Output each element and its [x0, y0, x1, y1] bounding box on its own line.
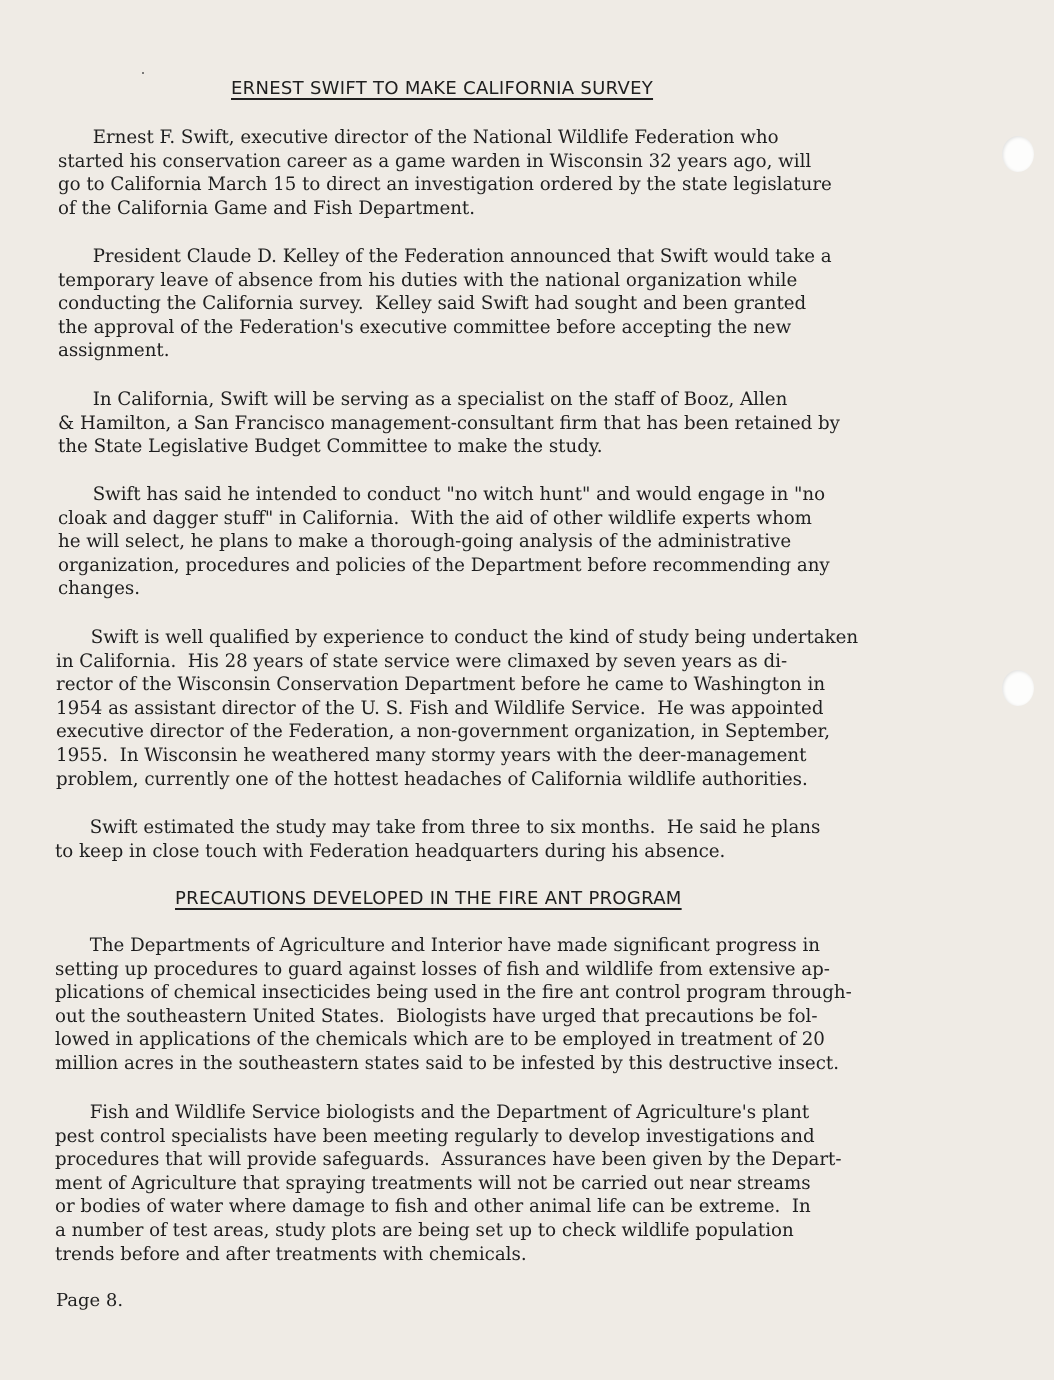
text-line: The Departments of Agriculture and Interior have made significant progress in [55, 935, 820, 956]
text-line: a number of test areas, study plots are being set up to check wildlife population [55, 1219, 794, 1241]
heading-fire-ant: PRECAUTIONS DEVELOPED IN THE FIRE ANT PROGRAM [175, 888, 682, 909]
text-line: rector of the Wisconsin Conservation Department before he came to Washington in [56, 674, 826, 696]
text-line: 1955. In Wisconsin he weathered many stormy years with the deer-management [56, 744, 807, 766]
heading-ernest-swift: ERNEST SWIFT TO MAKE CALIFORNIA SURVEY [231, 78, 654, 99]
text-line: Fish and Wildlife Service biologists and the Department of Agriculture's plant [55, 1102, 810, 1123]
text-line: problem, currently one of the hottest headaches of California wildlife authorities. [56, 768, 808, 790]
text-line: lowed in applications of the chemicals which are to be employed in treatment of 20 [55, 1029, 825, 1051]
paragraph-8 [55, 1101, 841, 1266]
text-line: or bodies of water where damage to fish and other animal life can be extreme. In [55, 1196, 811, 1218]
text-line: executive director of the Federation, a non-government organization, in September, [56, 721, 830, 743]
text-line: pest control specialists have been meeting regularly to develop investigations and [55, 1125, 815, 1147]
text-line: the State Legislative Budget Committee to make the study. [58, 436, 603, 458]
punch-hole-upper [1002, 136, 1034, 172]
text-line: organization, procedures and policies of the Department before recommending any [58, 554, 830, 576]
paragraph-3 [58, 388, 840, 459]
text-line: plications of chemical insecticides being used in the fire ant control program through- [55, 982, 852, 1004]
text-line: go to California March 15 to direct an investigation ordered by the state legislature [58, 174, 832, 196]
paragraph-6 [55, 816, 820, 863]
text-line: 1954 as assistant director of the U. S. Fish and Wildlife Service. He was appointed [56, 697, 824, 719]
text-line: assignment. [58, 340, 170, 362]
paragraph-2 [58, 245, 832, 363]
text-line: out the southeastern United States. Biologists have urged that precautions be fol- [55, 1005, 818, 1027]
text-line: trends before and after treatments with chemicals. [55, 1243, 527, 1265]
text-line: to keep in close touch with Federation headquarters during his absence. [55, 840, 726, 862]
text-line: procedures that will provide safeguards. Assurances have been given by the Depart- [55, 1149, 842, 1171]
text-line: of the California Game and Fish Department. [58, 197, 476, 219]
text-line: & Hamilton, a San Francisco management-consultant firm that has been retained by [58, 412, 840, 434]
text-line: cloak and dagger stuff" in California. With the aid of other wildlife experts whom [58, 507, 812, 529]
paragraph-7 [55, 934, 852, 1076]
text-line: In California, Swift will be serving as a specialist on the staff of Booz, Allen [58, 389, 788, 410]
paragraph-4 [58, 483, 830, 601]
text-line: conducting the California survey. Kelley said Swift had sought and been granted [58, 293, 807, 315]
text-line: Swift is well qualified by experience to conduct the kind of study being undertaken [56, 627, 859, 648]
paragraph-5 [56, 626, 858, 791]
text-line: President Claude D. Kelley of the Federation announced that Swift would take a [58, 246, 832, 267]
text-line: ment of Agriculture that spraying treatments will not be carried out near streams [55, 1172, 811, 1194]
text-line: million acres in the southeastern states said to be infested by this destructive insect. [55, 1052, 839, 1074]
text-line: in California. His 28 years of state service were climaxed by seven years as di- [56, 650, 788, 672]
text-line: Ernest F. Swift, executive director of the National Wildlife Federation who [58, 127, 779, 148]
page-number: Page 8. [56, 1290, 124, 1311]
text-line: Swift has said he intended to conduct "no witch hunt" and would engage in "no [58, 484, 826, 505]
text-line: started his conservation career as a game warden in Wisconsin 32 years ago, will [58, 150, 812, 172]
text-line: changes. [58, 578, 140, 600]
text-line: Swift estimated the study may take from three to six months. He said he plans [55, 817, 821, 838]
text-line: he will select, he plans to make a thorough-going analysis of the administrative [58, 531, 792, 553]
text-line: the approval of the Federation's executive committee before accepting the new [58, 316, 792, 338]
text-line: temporary leave of absence from his duties with the national organization while [58, 269, 798, 291]
ink-speck [142, 72, 144, 74]
paragraph-1 [58, 126, 832, 220]
punch-hole-middle [1002, 670, 1034, 706]
text-line: setting up procedures to guard against losses of fish and wildlife from extensive ap- [55, 958, 830, 980]
